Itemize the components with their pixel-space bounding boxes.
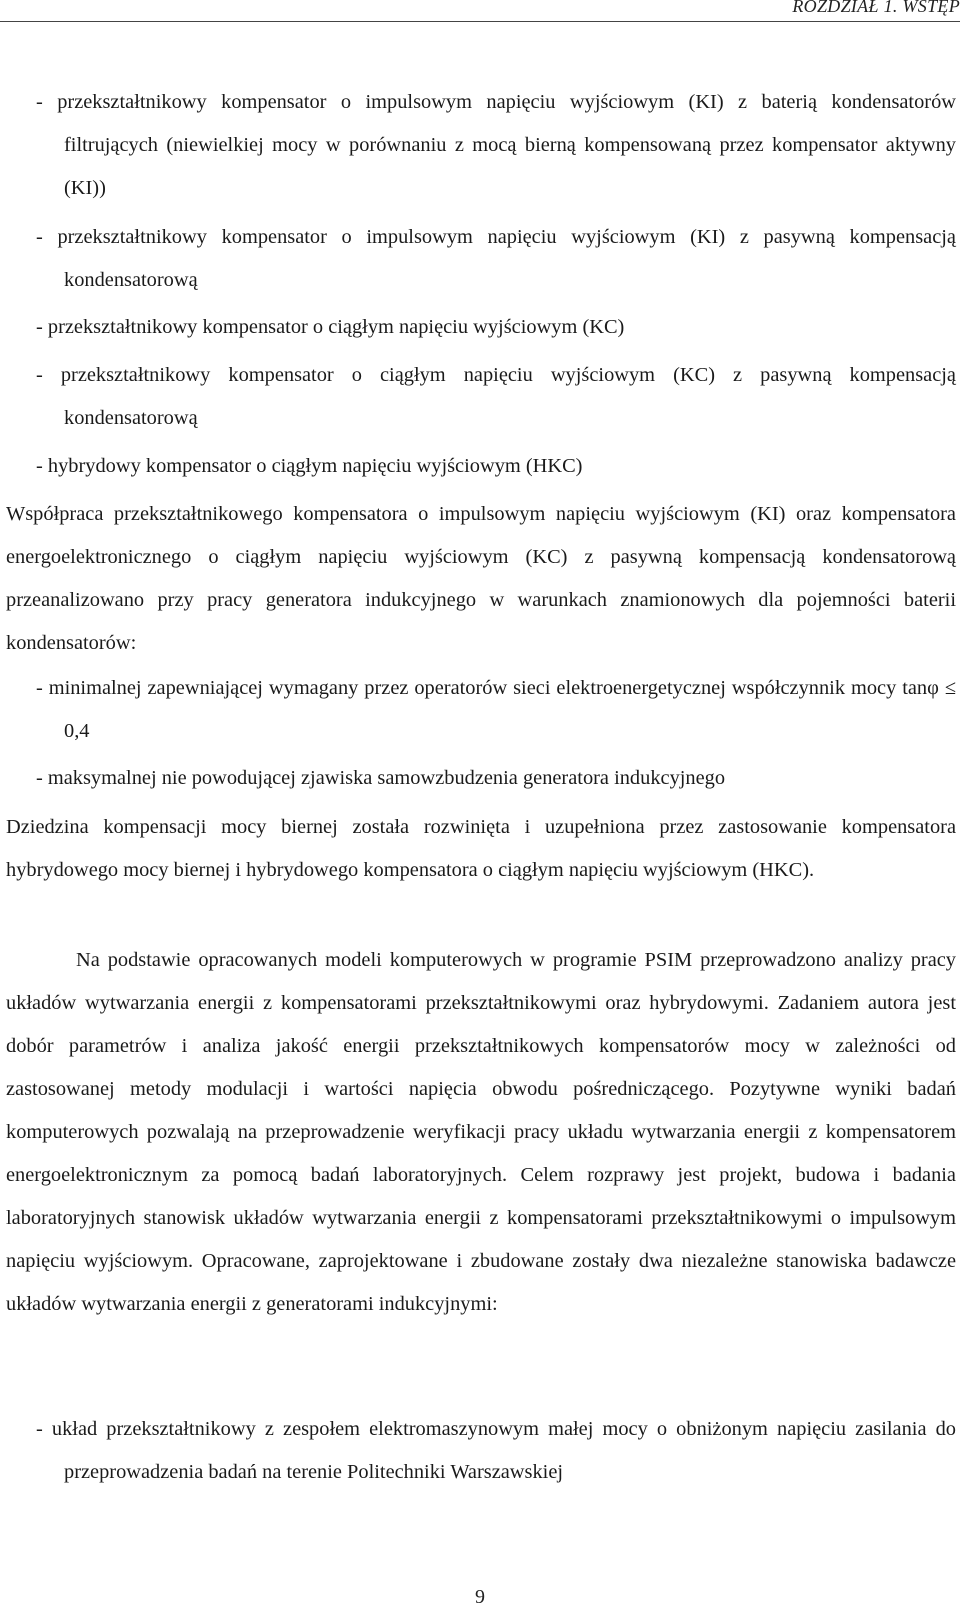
paragraph-research-goal: Na podstawie opracowanych modeli komputerowych w programie PSIM przeprowadzono analizy pracy układów wytwarzania energii z kompensatorami przekształtnikowymi oraz hybrydowymi. Zadaniem autora jest dobór parametrów i analiza jakość energii przekształtnikowych kompensatorów mocy w zależności od zastosowanej metody modulacji i wartości napięcia obwodu pośredniczącego. Pozytywne wyniki badań komputerowych pozwalają na przeprowadzenie weryfikacji pracy układu wytwarzania energii z kompensatorem energoelektronicznym za pomocą badań laboratoryjnych. Celem rozprawy jest projekt, budowa i badania laboratoryjnych stanowisk układów wytwarzania energii z kompensatorami przekształtnikowymi o impulsowym napięciu wyjściowym. Opracowane, zaprojektowane i zbudowane zostały dwa niezależne stanowiska badawcze układów wytwarzania energii z generatorami indukcyjnymi:: [6, 949, 956, 1315]
list-item: - minimalnej zapewniającej wymagany przez operatorów sieci elektroenergetycznej współczynnik mocy tanφ ≤ 0,4: [36, 677, 956, 742]
list-item: - przekształtnikowy kompensator o impulsowym napięciu wyjściowym (KI) z baterią kondensatorów filtrujących (niewielkiej mocy w porównaniu z mocą bierną kompensowaną przez kompensator aktywny (KI)): [36, 91, 956, 199]
list-item: - hybrydowy kompensator o ciągłym napięciu wyjściowym (HKC): [36, 455, 583, 477]
list-item: - układ przekształtnikowy z zespołem elektromaszynowym małej mocy o obniżonym napięciu zasilania do przeprowadzenia badań na terenie Politechniki Warszawskiej: [36, 1418, 956, 1483]
list-item: - przekształtnikowy kompensator o impulsowym napięciu wyjściowym (KI) z pasywną kompensacją kondensatorową: [36, 226, 956, 291]
page-number: 9: [475, 1586, 485, 1608]
list-item: - przekształtnikowy kompensator o ciągłym napięciu wyjściowym (KC): [36, 316, 625, 338]
paragraph-compensation-domain: Dziedzina kompensacji mocy biernej została rozwinięta i uzupełniona przez zastosowanie kompensatora hybrydowego mocy biernej i hybrydowego kompensatora o ciągłym napięciu wyjściowym (HKC).: [6, 816, 956, 881]
paragraph-cooperation: Współpraca przekształtnikowego kompensatora o impulsowym napięciu wyjściowym (KI) oraz kompensatora energoelektronicznego o ciągłym napięciu wyjściowym (KC) z pasywną kompensacją kondensatorową przeanalizowano przy pracy generatora indukcyjnego w warunkach znamionowych dla pojemności baterii kondensatorów:: [6, 503, 956, 654]
list-item: - przekształtnikowy kompensator o ciągłym napięciu wyjściowym (KC) z pasywną kompensacją kondensatorową: [36, 364, 956, 429]
page-header: [0, 0, 960, 24]
list-item: - maksymalnej nie powodującej zjawiska samowzbudzenia generatora indukcyjnego: [36, 767, 726, 789]
header-divider: [0, 21, 960, 22]
chapter-title: ROZDZIAŁ 1. WSTĘP: [792, 0, 960, 16]
